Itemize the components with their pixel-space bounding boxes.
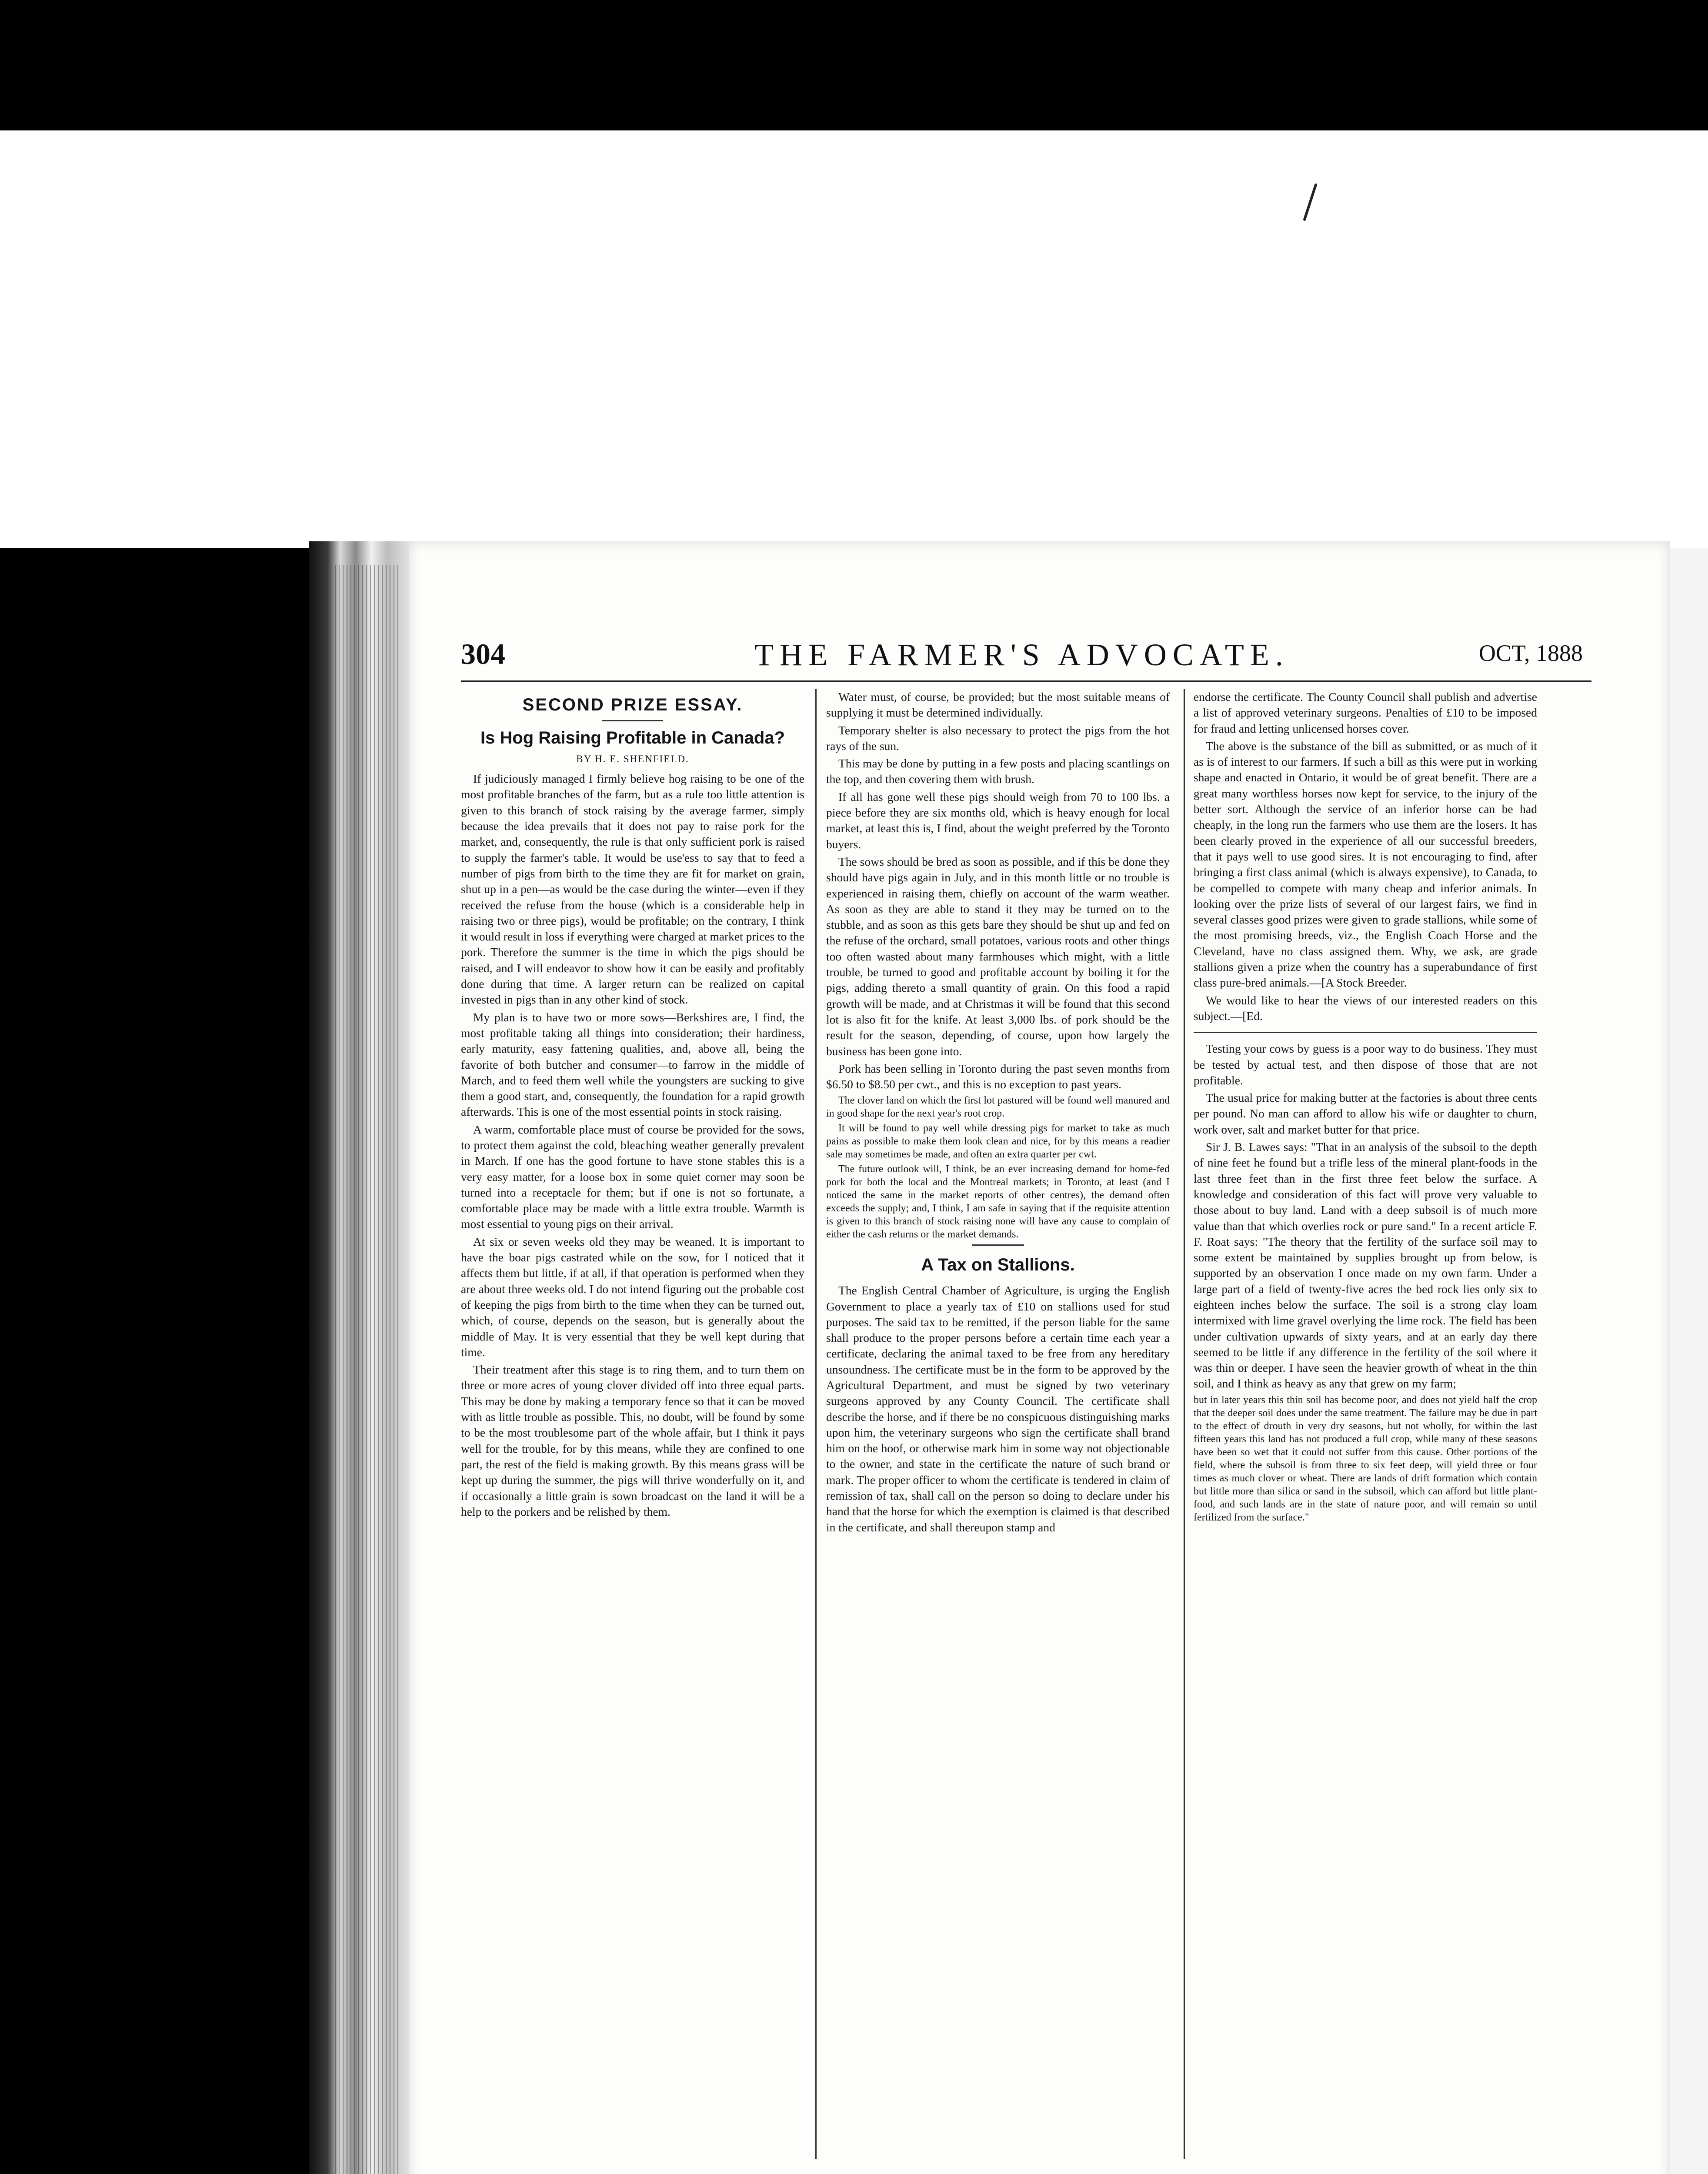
issue-date: OCT, 1888	[1479, 640, 1583, 666]
article-paragraph: Testing your cows by guess is a poor way to do business. They must be tested by actual test, and then dispose of those that are not profitable.	[1194, 1042, 1537, 1087]
article-byline: BY H. E. SHENFIELD.	[576, 753, 689, 764]
page-edges	[335, 565, 400, 2174]
column-divider	[815, 689, 817, 2159]
article-paragraph: A warm, comfortable place must of course be provided for the sows, to protect them against the cold, bleaching weather generally prevalent in March. If one has the good fortune to have stone stables this is a very easy matter, for a loose box in some quiet corner may soon be turned into a receptacle for them; but if one is not so fortunate, a comfortable place may be made with a little extra trouble. Warmth is most essential to young pigs on their arrival.	[461, 1122, 804, 1231]
article-paragraph: The above is the substance of the bill as submitted, or as much of it as is of interest to our farmers. If such a bill as this were put in working shape and enacted in Ontario, it would be of great benefit. There are a great many worthless horses now kept for service, to the injury of the better sort. Although the service of an inferior horse can be had cheaply, in the long run the farmers who use them are the losers. It has been clearly proved in the experience of all our successful breeders, that it pays well to use good sires. It is not encouraging to find, after bringing a first class animal (which is always expensive), to Canada, to be compelled to compete with many cheap and inferior animals. In looking over the prize lists of several of our largest fairs, we find in several classes good prizes were given to grade stallions, while some of the most promising breeds, viz., the English Coach Horse and the Cleveland, have no class assigned them. Why, we ask, are grade stallions given a prize when the country has a superabundance of first class pure-bred animals.—[A Stock Breeder.	[1194, 739, 1537, 990]
article-paragraph: The future outlook will, I think, be an ever increasing demand for home-fed pork for both the local and the Montreal markets; in Toronto, at least (and I noticed the same in the market reports of other centres), the demand often exceeds the supply; and, I think, I am safe in saying that if the requisite attention is given to this branch of stock raising none will have any cause to complain of either the cash returns or the market demands.	[826, 1164, 1170, 1240]
newspaper-title: THE FARMER'S ADVOCATE.	[754, 637, 1289, 672]
article-paragraph: At six or seven weeks old they may be weaned. It is important to have the boar pigs castrated while on the sow, for I noticed that it affects them but little, if at all, if that operation is performed when they are about three weeks old. I do not intend figuring out the probable cost of keeping the pigs from birth to the time when they can be turned out, which, of course, depends on the season, but is generally about the middle of May. It is very essential that they be well kept during that time.	[461, 1234, 804, 1359]
article-paragraph: but in later years this thin soil has become poor, and does not yield half the crop that the deeper soil does under the same treatment. The failure may be due in part to the effect of drouth in very dry seasons, but not wholly, for within the last fifteen years this land has not produced a full crop, while many of these seasons have been so wet that it could not suffer from this cause. Other portions of the field, where the subsoil is from three to six feet deep, will yield three or four times as much clover or wheat. There are lands of drift formation which contain but little more than silica or sand in the subsoil, which can afford but little plant-food, and such lands are in the state of nature poor, and will remain so until fertilized from the surface."	[1194, 1394, 1537, 1523]
scan-background-top	[0, 130, 1708, 548]
article-paragraph: If all has gone well these pigs should weigh from 70 to 100 lbs. a piece before they are six months old, which is heavy enough for local market, at least this is, I find, about the weight preferred by the Toronto buyers.	[826, 790, 1170, 851]
column-1	[461, 689, 804, 2159]
article-paragraph: Water must, of course, be provided; but the most suitable means of supplying it must be determined individually.	[826, 690, 1170, 720]
masthead-rule	[461, 680, 1591, 682]
article-paragraph: Sir J. B. Lawes says: "That in an analysis of the subsoil to the depth of nine feet he found but a trifle less of the mineral plant-foods in the last three feet than in the first three feet below the surface. A knowledge and consideration of this fact will prove very valuable to those about to buy land. Land with a deep subsoil is of much more value than that which overlies rock or pure sand." In a recent article F. F. Roat says: "The theory that the fertility of the surface soil may to some extent be maintained by supplies brought up from below, is supported by an observation I once made on my own farm. Under a large part of a field of twenty-five acres the bed rock lies only six to eighteen inches below the surface. The soil is a strong clay loam intermixed with lime gravel overlying the lime rock. The field has been under cultivation upwards of sixty years, and at an early day there seemed to be little if any difference in the fertility of the soil where it was thin or deeper. I have seen the heavier growth of wheat in the thin soil, and I think as heavy as any that grew on my farm;	[1194, 1140, 1537, 1390]
column-divider	[1184, 689, 1185, 2159]
article-paragraph: The sows should be bred as soon as possible, and if this be done they should have pigs again in July, and in this month little or no trouble is experienced in raising them, chiefly on account of the warm weather. As soon as they are able to stand it they may be turned on to the stubble, and as soon as this gets bare they should be shut up and fed on the refuse of the orchard, small potatoes, various roots and other things too often wasted about many farmhouses which might, with a little trouble, be turned to good and profitable account by boiling it for the pigs, adding thereto a small quantity of grain. On this food a rapid growth will be made, and at Christmas it will be found that this second lot is also fit for the knife. At least 3,000 lbs. of pork should be the result for the season, depending, of course, upon how largely the business has been gone into.	[826, 854, 1170, 1058]
article-paragraph: If judiciously managed I firmly believe hog raising to be one of the most profitable branches of the farm, but as a rule too little attention is given to this branch of stock raising by the average farmer, simply because the idea prevails that it does not pay to raise pork for the market, and, consequently, the rule is that only sufficient pork is raised to supply the farmer's table. It would be use'ess to say that to feed a number of pigs from birth to the time they are fit for market on grain, shut up in a pen—as would be the case during the winter—even if they received the refuse from the house (which is a considerable help in raising two or three pigs), would be profitable; on the contrary, I think it would result in loss if everything were charged at market prices to the pork. Therefore the summer is the time in which the pigs should be raised, and I will endeavor to show how it can be easily and profitably done during that time. A larger return can be realized on capital invested in pigs than in any other kind of stock.	[461, 772, 804, 1007]
article-paragraph: The clover land on which the first lot pastured will be found well manured and in good shape for the next year's root crop.	[826, 1095, 1170, 1120]
section-label: SECOND PRIZE ESSAY.	[522, 695, 743, 714]
divider	[602, 720, 663, 721]
article-headline: Is Hog Raising Profitable in Canada?	[480, 728, 785, 747]
article-paragraph: The English Central Chamber of Agriculture, is urging the English Government to place a yearly tax of £10 on stallions used for stud purposes. The said tax to be remitted, if the person liable for the same shall produce to the proper persons before a certain time each year a certificate, declaring the animal taxed to be free from any hereditary unsoundness. The certificate must be in the form to be approved by the Agricultural Department, and must be signed by two veterinary surgeons approved by any County Council. The certificate shall describe the horse, and if there be no conspicuous distinguishing marks upon him, the veterinary surgeons who sign the certificate shall brand him on the hoof, or otherwise mark him in some way not objectionable to the owner, and state in the certificate the nature of such brand or mark. The proper officer to whom the certificate is tendered in claim of remission of tax, shall call on the person so doing to declare under his hand that the horse for which the exemption is claimed is that described in the certificate, and shall thereupon stamp and	[826, 1284, 1170, 1534]
column-2	[826, 689, 1170, 2159]
column-3	[1194, 689, 1537, 2159]
article-paragraph: Their treatment after this stage is to ring them, and to turn them on three or more acres of young clover divided off into three equal parts. This may be done by making a temporary fence so that it can be moved with as little trouble as possible. This, no doubt, will be found by some to be the most troublesome part of the whole affair, but I think it pays well for the trouble, for by this means, while they are confined to one part, the rest of the field is making growth. By this means grass will be kept up during the summer, the pigs will thrive wonderfully on it, and if occasionally a little grain is sown broadcast on the land it will be a help to the porkers and be relished by them.	[461, 1363, 804, 1518]
article-paragraph: Pork has been selling in Toronto during the past seven months from $6.50 to $8.50 per cwt., and this is no exception to past years.	[826, 1061, 1170, 1091]
divider	[972, 1244, 1024, 1246]
divider	[1194, 1032, 1537, 1033]
article-paragraph: Temporary shelter is also necessary to protect the pigs from the hot rays of the sun.	[826, 723, 1170, 753]
masthead	[461, 637, 1583, 676]
article-paragraph: It will be found to pay well while dressing pigs for market to take as much pains as possible to make them look clean and nice, for by this means a readier sale may sometimes be made, and often an extra quarter per cwt.	[826, 1123, 1170, 1160]
article-paragraph: My plan is to have two or more sows—Berkshires are, I find, the most profitable taking all things into consideration; their hardiness, early maturity, easy fattening qualities, and, above all, being the favorite of both butcher and consumer—to farrow in the middle of March, and to feed them well while the youngsters are sucking to give them a good start, and, consequently, the foundation for a rapid growth afterwards. This is one of the most essential points in stock raising.	[461, 1010, 804, 1119]
article-paragraph: endorse the certificate. The County Council shall publish and advertise a list of approved veterinary surgeons. Penalties of £10 to be imposed for fraud and letting unlicensed horses cover.	[1194, 690, 1537, 735]
page-number: 304	[461, 637, 505, 670]
article-paragraph: The usual price for making butter at the factories is about three cents per pound. No man can afford to allow his wife or daughter to churn, work over, salt and market butter for that price.	[1194, 1091, 1537, 1136]
article-paragraph: This may be done by putting in a few posts and placing scantlings on the top, and then covering them with brush.	[826, 757, 1170, 786]
article-headline: A Tax on Stallions.	[921, 1255, 1075, 1275]
article-paragraph: We would like to hear the views of our interested readers on this subject.—[Ed.	[1194, 993, 1537, 1023]
newspaper-page	[409, 541, 1670, 2174]
adjacent-page-edge	[1670, 548, 1708, 2174]
